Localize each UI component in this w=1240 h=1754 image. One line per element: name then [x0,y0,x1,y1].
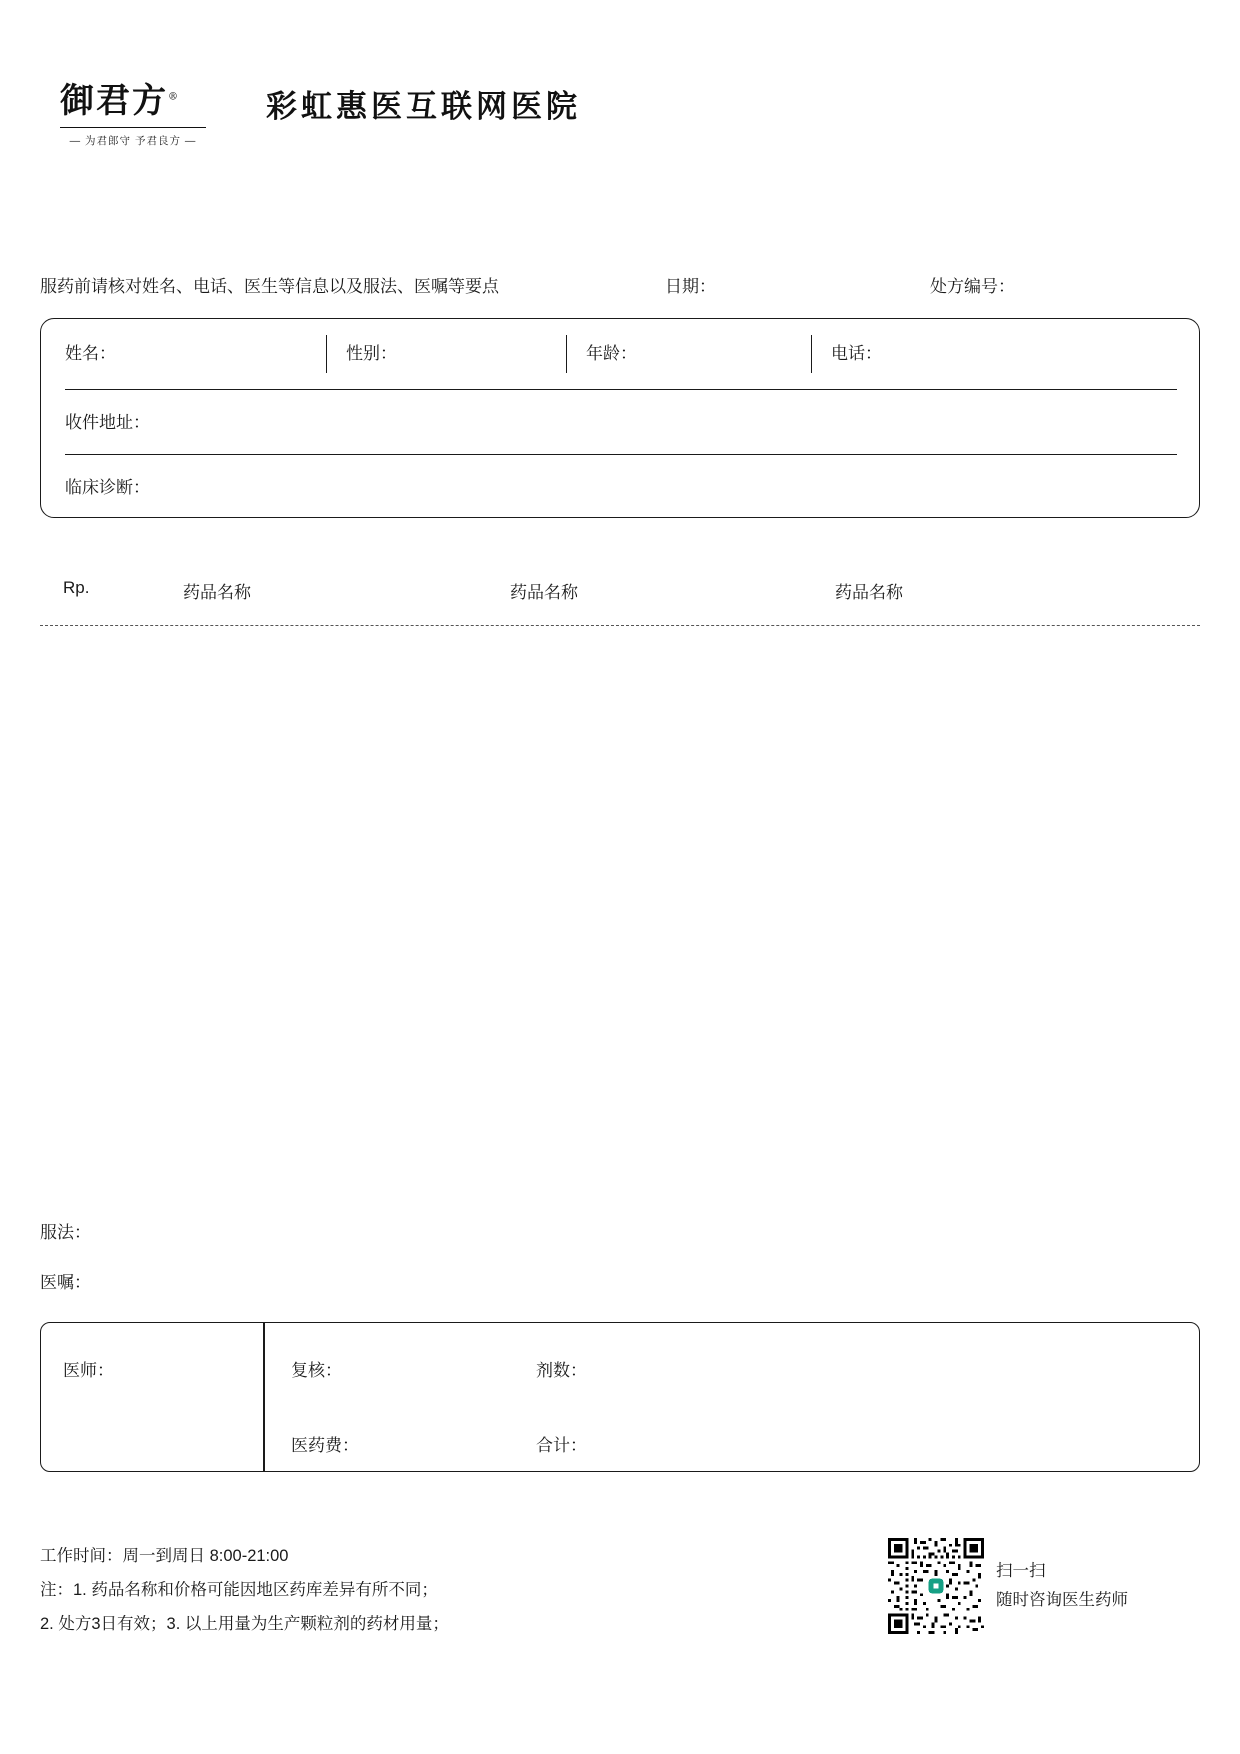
registered-trademark-icon: ® [168,91,178,103]
doctor-label: 医师： [63,1361,114,1380]
footer-notes [40,1540,449,1641]
medicine-fee-label: 医药费： [291,1436,359,1455]
divider-vertical-1 [326,335,327,373]
qr-code-icon[interactable] [888,1538,984,1634]
notice-text: 服药前请核对姓名、电话、医生等信息以及服法、医嘱等要点 [40,277,499,296]
total-label: 合计： [536,1436,587,1455]
advice-label: 医嘱： [40,1273,91,1292]
patient-info-row-1 [41,319,1199,389]
note-line-3: 2. 处方3日有效；3. 以上用量为生产颗粒剂的药材用量； [40,1614,449,1633]
clinical-diagnosis-label: 临床诊断： [65,478,150,497]
logo-divider [60,127,206,128]
drug-name-column-1: 药品名称 [183,583,251,602]
rx-blank-area [40,636,1200,1216]
qr-block [888,1538,1128,1634]
brand-logo [60,78,208,148]
qr-caption-line-1: 扫一扫 [996,1562,1046,1581]
rx-header-row [40,578,1200,608]
drug-name-column-2: 药品名称 [510,583,578,602]
prescription-number-label: 处方编号： [930,277,1015,296]
usage-label: 服法： [40,1223,91,1242]
note-line-2: 注：1. 药品名称和价格可能因地区药库差异有所不同； [40,1580,438,1599]
dose-count-label: 剂数： [536,1361,587,1380]
patient-name-label: 姓名： [65,344,116,363]
qr-caption [996,1557,1128,1615]
rp-label: Rp. [63,578,90,597]
patient-address-label: 收件地址： [65,413,150,432]
logo-main-text [60,81,208,121]
qr-caption-line-2: 随时咨询医生药师 [996,1591,1128,1609]
patient-age-label: 年龄： [586,344,637,363]
divider-vertical-2 [566,335,567,373]
patient-gender-label: 性别： [346,344,397,363]
hospital-name: 彩虹惠医互联网医院 [266,89,581,125]
drug-name-column-3: 药品名称 [835,583,903,602]
divider-horizontal-2 [65,454,1177,455]
rx-dashed-divider [40,625,1200,626]
signature-box [40,1322,1200,1472]
divider-vertical-3 [811,335,812,373]
patient-phone-label: 电话： [831,344,882,363]
logo-slogan: — 为君郎守 予君良方 — [69,135,197,147]
signature-divider-vertical [263,1323,265,1471]
recheck-label: 复核： [291,1361,342,1380]
date-label: 日期： [665,277,716,296]
qr-code-svg [888,1538,984,1634]
divider-horizontal-1 [65,389,1177,390]
working-hours-note: 工作时间：周一到周日 8:00-21:00 [40,1547,289,1565]
patient-info-box [40,318,1200,518]
page-header [60,78,581,148]
logo-brand-text: 御君方 [60,81,168,121]
